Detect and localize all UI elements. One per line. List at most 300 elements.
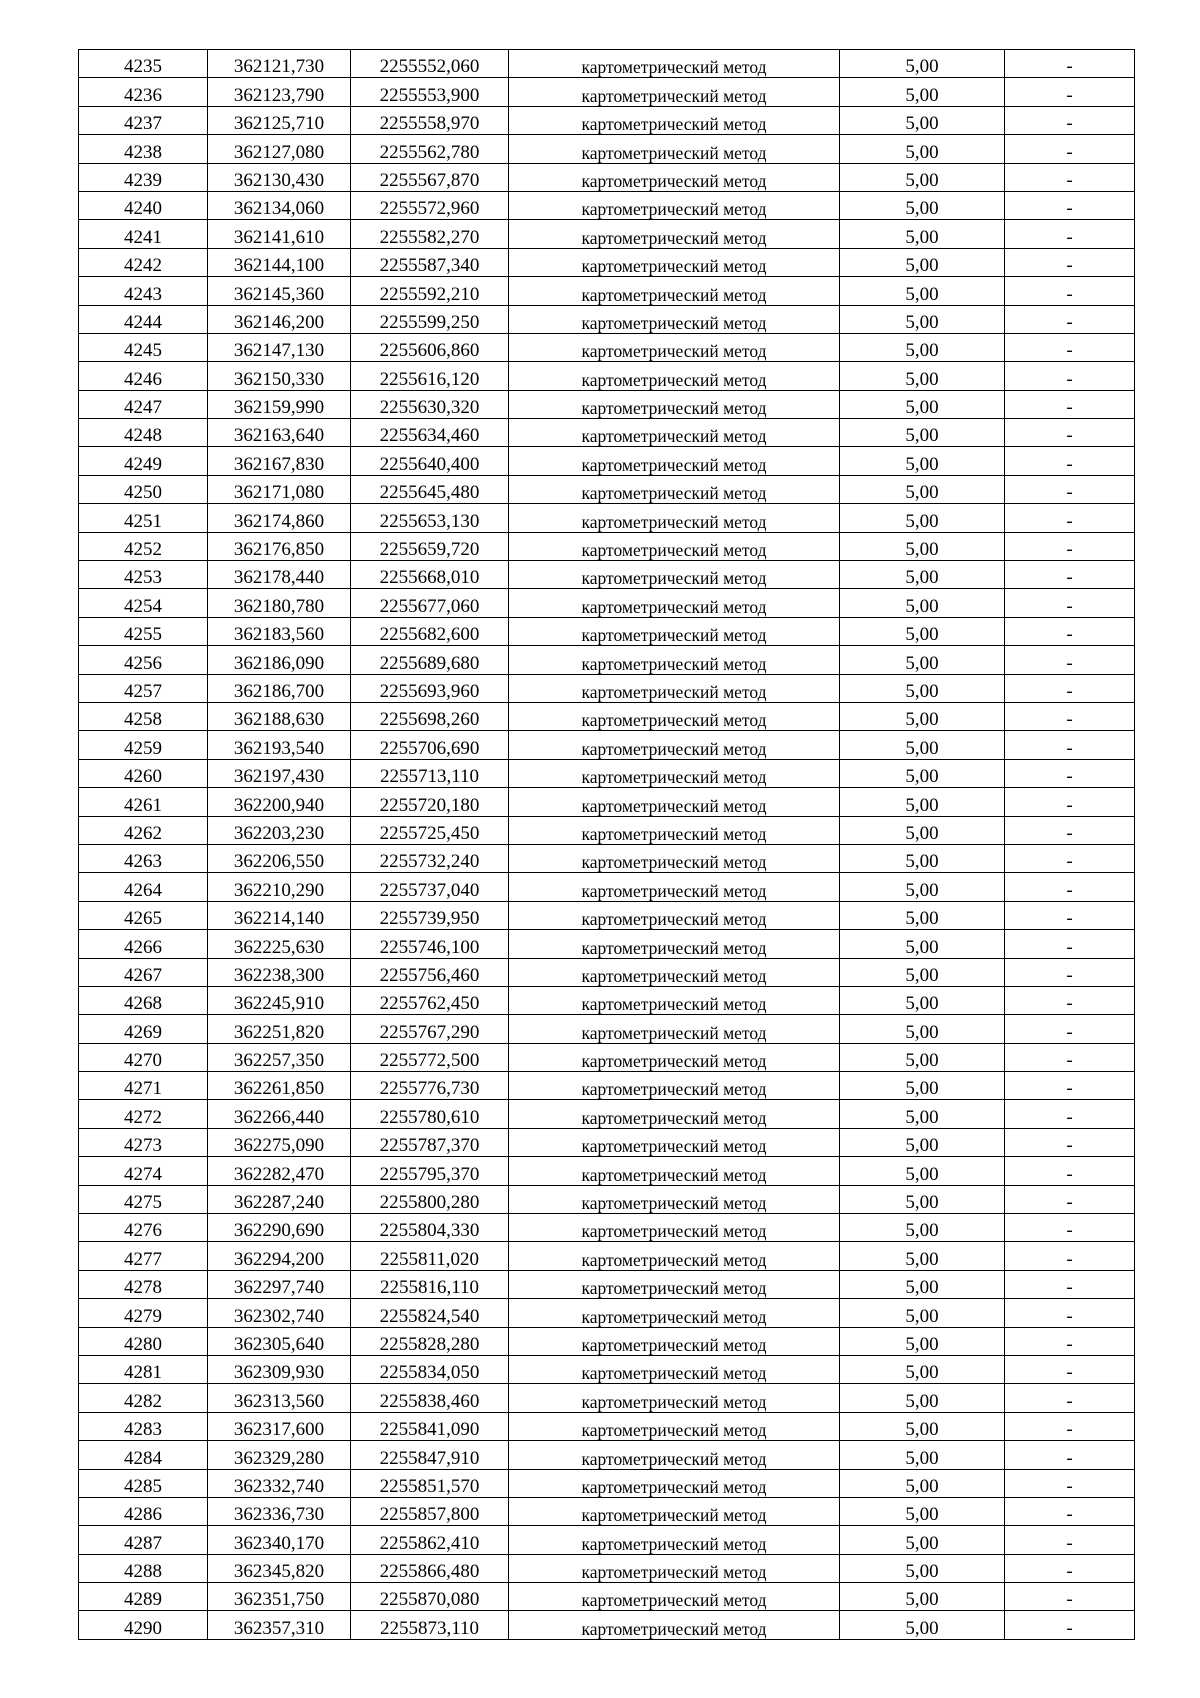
note-cell: - — [1005, 248, 1135, 276]
x-coordinate-cell: 362302,740 — [208, 1299, 351, 1327]
y-coordinate-cell: 2255592,210 — [351, 277, 509, 305]
point-number-cell: 4250 — [79, 475, 208, 503]
accuracy-cell: 5,00 — [840, 504, 1005, 532]
y-coordinate-cell: 2255689,680 — [351, 646, 509, 674]
method-cell: картометрический метод — [509, 191, 840, 219]
note-cell: - — [1005, 1611, 1135, 1639]
note-cell: - — [1005, 1270, 1135, 1298]
table-row — [79, 731, 1135, 759]
table-row — [79, 1242, 1135, 1270]
note-cell: - — [1005, 1497, 1135, 1525]
point-number-cell: 4277 — [79, 1242, 208, 1270]
accuracy-cell: 5,00 — [840, 1299, 1005, 1327]
accuracy-cell: 5,00 — [840, 1100, 1005, 1128]
point-number-cell: 4262 — [79, 816, 208, 844]
accuracy-cell: 5,00 — [840, 901, 1005, 929]
x-coordinate-cell: 362275,090 — [208, 1128, 351, 1156]
accuracy-cell: 5,00 — [840, 390, 1005, 418]
x-coordinate-cell: 362332,740 — [208, 1469, 351, 1497]
coordinates-table — [78, 49, 1135, 1640]
method-cell: картометрический метод — [509, 901, 840, 929]
x-coordinate-cell: 362174,860 — [208, 504, 351, 532]
point-number-cell: 4256 — [79, 646, 208, 674]
accuracy-cell: 5,00 — [840, 1015, 1005, 1043]
point-number-cell: 4280 — [79, 1327, 208, 1355]
x-coordinate-cell: 362266,440 — [208, 1100, 351, 1128]
point-number-cell: 4269 — [79, 1015, 208, 1043]
y-coordinate-cell: 2255713,110 — [351, 759, 509, 787]
x-coordinate-cell: 362261,850 — [208, 1072, 351, 1100]
y-coordinate-cell: 2255682,600 — [351, 617, 509, 645]
note-cell: - — [1005, 1327, 1135, 1355]
method-cell: картометрический метод — [509, 617, 840, 645]
point-number-cell: 4260 — [79, 759, 208, 787]
table-row — [79, 617, 1135, 645]
note-cell: - — [1005, 78, 1135, 106]
point-number-cell: 4257 — [79, 674, 208, 702]
note-cell: - — [1005, 958, 1135, 986]
method-cell: картометрический метод — [509, 333, 840, 361]
note-cell: - — [1005, 731, 1135, 759]
note-cell: - — [1005, 419, 1135, 447]
x-coordinate-cell: 362188,630 — [208, 702, 351, 730]
y-coordinate-cell: 2255800,280 — [351, 1185, 509, 1213]
accuracy-cell: 5,00 — [840, 191, 1005, 219]
y-coordinate-cell: 2255582,270 — [351, 220, 509, 248]
x-coordinate-cell: 362214,140 — [208, 901, 351, 929]
table-row — [79, 1469, 1135, 1497]
method-cell: картометрический метод — [509, 1384, 840, 1412]
method-cell: картометрический метод — [509, 1299, 840, 1327]
table-row — [79, 1611, 1135, 1639]
point-number-cell: 4246 — [79, 362, 208, 390]
method-cell: картометрический метод — [509, 731, 840, 759]
point-number-cell: 4284 — [79, 1441, 208, 1469]
x-coordinate-cell: 362123,790 — [208, 78, 351, 106]
note-cell: - — [1005, 930, 1135, 958]
point-number-cell: 4237 — [79, 106, 208, 134]
table-row — [79, 674, 1135, 702]
x-coordinate-cell: 362357,310 — [208, 1611, 351, 1639]
note-cell: - — [1005, 390, 1135, 418]
accuracy-cell: 5,00 — [840, 277, 1005, 305]
x-coordinate-cell: 362180,780 — [208, 589, 351, 617]
x-coordinate-cell: 362251,820 — [208, 1015, 351, 1043]
accuracy-cell: 5,00 — [840, 1355, 1005, 1383]
y-coordinate-cell: 2255732,240 — [351, 844, 509, 872]
point-number-cell: 4245 — [79, 333, 208, 361]
accuracy-cell: 5,00 — [840, 702, 1005, 730]
method-cell: картометрический метод — [509, 589, 840, 617]
method-cell: картометрический метод — [509, 930, 840, 958]
note-cell: - — [1005, 1526, 1135, 1554]
method-cell: картометрический метод — [509, 1072, 840, 1100]
table-row — [79, 106, 1135, 134]
x-coordinate-cell: 362336,730 — [208, 1497, 351, 1525]
y-coordinate-cell: 2255606,860 — [351, 333, 509, 361]
method-cell: картометрический метод — [509, 1526, 840, 1554]
y-coordinate-cell: 2255659,720 — [351, 532, 509, 560]
method-cell: картометрический метод — [509, 1185, 840, 1213]
x-coordinate-cell: 362309,930 — [208, 1355, 351, 1383]
y-coordinate-cell: 2255668,010 — [351, 561, 509, 589]
point-number-cell: 4240 — [79, 191, 208, 219]
method-cell: картометрический метод — [509, 1412, 840, 1440]
table-row — [79, 1355, 1135, 1383]
note-cell: - — [1005, 532, 1135, 560]
x-coordinate-cell: 362313,560 — [208, 1384, 351, 1412]
table-row — [79, 1441, 1135, 1469]
note-cell: - — [1005, 788, 1135, 816]
accuracy-cell: 5,00 — [840, 106, 1005, 134]
method-cell: картометрический метод — [509, 248, 840, 276]
accuracy-cell: 5,00 — [840, 220, 1005, 248]
note-cell: - — [1005, 1299, 1135, 1327]
method-cell: картометрический метод — [509, 1043, 840, 1071]
y-coordinate-cell: 2255866,480 — [351, 1554, 509, 1582]
note-cell: - — [1005, 561, 1135, 589]
method-cell: картометрический метод — [509, 419, 840, 447]
method-cell: картометрический метод — [509, 873, 840, 901]
y-coordinate-cell: 2255616,120 — [351, 362, 509, 390]
table-row — [79, 1100, 1135, 1128]
table-row — [79, 1526, 1135, 1554]
y-coordinate-cell: 2255767,290 — [351, 1015, 509, 1043]
point-number-cell: 4270 — [79, 1043, 208, 1071]
point-number-cell: 4238 — [79, 135, 208, 163]
x-coordinate-cell: 362125,710 — [208, 106, 351, 134]
y-coordinate-cell: 2255552,060 — [351, 50, 509, 78]
accuracy-cell: 5,00 — [840, 561, 1005, 589]
table-row — [79, 1157, 1135, 1185]
y-coordinate-cell: 2255824,540 — [351, 1299, 509, 1327]
point-number-cell: 4263 — [79, 844, 208, 872]
table-row — [79, 1554, 1135, 1582]
accuracy-cell: 5,00 — [840, 475, 1005, 503]
method-cell: картометрический метод — [509, 1583, 840, 1611]
x-coordinate-cell: 362305,640 — [208, 1327, 351, 1355]
x-coordinate-cell: 362147,130 — [208, 333, 351, 361]
y-coordinate-cell: 2255587,340 — [351, 248, 509, 276]
x-coordinate-cell: 362167,830 — [208, 447, 351, 475]
y-coordinate-cell: 2255706,690 — [351, 731, 509, 759]
accuracy-cell: 5,00 — [840, 1242, 1005, 1270]
table-row — [79, 1270, 1135, 1298]
point-number-cell: 4285 — [79, 1469, 208, 1497]
y-coordinate-cell: 2255851,570 — [351, 1469, 509, 1497]
point-number-cell: 4247 — [79, 390, 208, 418]
method-cell: картометрический метод — [509, 504, 840, 532]
point-number-cell: 4274 — [79, 1157, 208, 1185]
method-cell: картометрический метод — [509, 646, 840, 674]
method-cell: картометрический метод — [509, 362, 840, 390]
point-number-cell: 4239 — [79, 163, 208, 191]
note-cell: - — [1005, 220, 1135, 248]
point-number-cell: 4259 — [79, 731, 208, 759]
accuracy-cell: 5,00 — [840, 248, 1005, 276]
x-coordinate-cell: 362351,750 — [208, 1583, 351, 1611]
table-row — [79, 1327, 1135, 1355]
method-cell: картометрический метод — [509, 816, 840, 844]
point-number-cell: 4289 — [79, 1583, 208, 1611]
x-coordinate-cell: 362294,200 — [208, 1242, 351, 1270]
note-cell: - — [1005, 135, 1135, 163]
method-cell: картометрический метод — [509, 1242, 840, 1270]
note-cell: - — [1005, 759, 1135, 787]
note-cell: - — [1005, 447, 1135, 475]
y-coordinate-cell: 2255838,460 — [351, 1384, 509, 1412]
x-coordinate-cell: 362345,820 — [208, 1554, 351, 1582]
note-cell: - — [1005, 50, 1135, 78]
accuracy-cell: 5,00 — [840, 1128, 1005, 1156]
x-coordinate-cell: 362197,430 — [208, 759, 351, 787]
x-coordinate-cell: 362340,170 — [208, 1526, 351, 1554]
accuracy-cell: 5,00 — [840, 873, 1005, 901]
method-cell: картометрический метод — [509, 1355, 840, 1383]
note-cell: - — [1005, 504, 1135, 532]
method-cell: картометрический метод — [509, 1327, 840, 1355]
method-cell: картометрический метод — [509, 390, 840, 418]
method-cell: картометрический метод — [509, 1128, 840, 1156]
table-row — [79, 191, 1135, 219]
accuracy-cell: 5,00 — [840, 1214, 1005, 1242]
point-number-cell: 4266 — [79, 930, 208, 958]
x-coordinate-cell: 362257,350 — [208, 1043, 351, 1071]
note-cell: - — [1005, 702, 1135, 730]
note-cell: - — [1005, 362, 1135, 390]
point-number-cell: 4243 — [79, 277, 208, 305]
y-coordinate-cell: 2255737,040 — [351, 873, 509, 901]
note-cell: - — [1005, 617, 1135, 645]
y-coordinate-cell: 2255693,960 — [351, 674, 509, 702]
method-cell: картометрический метод — [509, 1100, 840, 1128]
note-cell: - — [1005, 1015, 1135, 1043]
note-cell: - — [1005, 873, 1135, 901]
y-coordinate-cell: 2255780,610 — [351, 1100, 509, 1128]
y-coordinate-cell: 2255698,260 — [351, 702, 509, 730]
table-row — [79, 1412, 1135, 1440]
table-row — [79, 986, 1135, 1014]
y-coordinate-cell: 2255558,970 — [351, 106, 509, 134]
method-cell: картометрический метод — [509, 1469, 840, 1497]
accuracy-cell: 5,00 — [840, 930, 1005, 958]
y-coordinate-cell: 2255645,480 — [351, 475, 509, 503]
method-cell: картометрический метод — [509, 986, 840, 1014]
table-row — [79, 561, 1135, 589]
point-number-cell: 4290 — [79, 1611, 208, 1639]
accuracy-cell: 5,00 — [840, 163, 1005, 191]
table-row — [79, 163, 1135, 191]
table-row — [79, 702, 1135, 730]
coordinates-table-body — [79, 50, 1135, 1640]
point-number-cell: 4268 — [79, 986, 208, 1014]
note-cell: - — [1005, 1043, 1135, 1071]
y-coordinate-cell: 2255634,460 — [351, 419, 509, 447]
table-row — [79, 277, 1135, 305]
point-number-cell: 4283 — [79, 1412, 208, 1440]
y-coordinate-cell: 2255873,110 — [351, 1611, 509, 1639]
method-cell: картометрический метод — [509, 702, 840, 730]
point-number-cell: 4288 — [79, 1554, 208, 1582]
method-cell: картометрический метод — [509, 277, 840, 305]
point-number-cell: 4248 — [79, 419, 208, 447]
point-number-cell: 4235 — [79, 50, 208, 78]
table-row — [79, 78, 1135, 106]
y-coordinate-cell: 2255630,320 — [351, 390, 509, 418]
table-row — [79, 1015, 1135, 1043]
x-coordinate-cell: 362287,240 — [208, 1185, 351, 1213]
x-coordinate-cell: 362297,740 — [208, 1270, 351, 1298]
note-cell: - — [1005, 1128, 1135, 1156]
note-cell: - — [1005, 589, 1135, 617]
note-cell: - — [1005, 986, 1135, 1014]
note-cell: - — [1005, 191, 1135, 219]
table-row — [79, 930, 1135, 958]
table-row — [79, 220, 1135, 248]
accuracy-cell: 5,00 — [840, 986, 1005, 1014]
x-coordinate-cell: 362317,600 — [208, 1412, 351, 1440]
table-row — [79, 1497, 1135, 1525]
y-coordinate-cell: 2255720,180 — [351, 788, 509, 816]
note-cell: - — [1005, 1441, 1135, 1469]
note-cell: - — [1005, 1242, 1135, 1270]
y-coordinate-cell: 2255562,780 — [351, 135, 509, 163]
x-coordinate-cell: 362144,100 — [208, 248, 351, 276]
note-cell: - — [1005, 333, 1135, 361]
method-cell: картометрический метод — [509, 1157, 840, 1185]
method-cell: картометрический метод — [509, 1497, 840, 1525]
note-cell: - — [1005, 646, 1135, 674]
y-coordinate-cell: 2255787,370 — [351, 1128, 509, 1156]
method-cell: картометрический метод — [509, 958, 840, 986]
table-row — [79, 1384, 1135, 1412]
accuracy-cell: 5,00 — [840, 1583, 1005, 1611]
accuracy-cell: 5,00 — [840, 1043, 1005, 1071]
table-row — [79, 873, 1135, 901]
point-number-cell: 4286 — [79, 1497, 208, 1525]
method-cell: картометрический метод — [509, 1554, 840, 1582]
accuracy-cell: 5,00 — [840, 532, 1005, 560]
note-cell: - — [1005, 1412, 1135, 1440]
accuracy-cell: 5,00 — [840, 1441, 1005, 1469]
note-cell: - — [1005, 1384, 1135, 1412]
table-row — [79, 419, 1135, 447]
y-coordinate-cell: 2255567,870 — [351, 163, 509, 191]
y-coordinate-cell: 2255804,330 — [351, 1214, 509, 1242]
table-row — [79, 646, 1135, 674]
x-coordinate-cell: 362141,610 — [208, 220, 351, 248]
point-number-cell: 4264 — [79, 873, 208, 901]
method-cell: картометрический метод — [509, 561, 840, 589]
point-number-cell: 4272 — [79, 1100, 208, 1128]
x-coordinate-cell: 362245,910 — [208, 986, 351, 1014]
table-row — [79, 1185, 1135, 1213]
note-cell: - — [1005, 1554, 1135, 1582]
accuracy-cell: 5,00 — [840, 646, 1005, 674]
method-cell: картометрический метод — [509, 78, 840, 106]
note-cell: - — [1005, 1583, 1135, 1611]
point-number-cell: 4265 — [79, 901, 208, 929]
note-cell: - — [1005, 901, 1135, 929]
accuracy-cell: 5,00 — [840, 50, 1005, 78]
y-coordinate-cell: 2255811,020 — [351, 1242, 509, 1270]
point-number-cell: 4273 — [79, 1128, 208, 1156]
x-coordinate-cell: 362145,360 — [208, 277, 351, 305]
table-row — [79, 447, 1135, 475]
point-number-cell: 4267 — [79, 958, 208, 986]
method-cell: картометрический метод — [509, 305, 840, 333]
x-coordinate-cell: 362127,080 — [208, 135, 351, 163]
table-row — [79, 816, 1135, 844]
y-coordinate-cell: 2255816,110 — [351, 1270, 509, 1298]
method-cell: картометрический метод — [509, 844, 840, 872]
accuracy-cell: 5,00 — [840, 1611, 1005, 1639]
x-coordinate-cell: 362210,290 — [208, 873, 351, 901]
y-coordinate-cell: 2255862,410 — [351, 1526, 509, 1554]
accuracy-cell: 5,00 — [840, 958, 1005, 986]
method-cell: картометрический метод — [509, 1015, 840, 1043]
accuracy-cell: 5,00 — [840, 674, 1005, 702]
y-coordinate-cell: 2255553,900 — [351, 78, 509, 106]
method-cell: картометрический метод — [509, 135, 840, 163]
table-row — [79, 362, 1135, 390]
method-cell: картометрический метод — [509, 1611, 840, 1639]
accuracy-cell: 5,00 — [840, 1469, 1005, 1497]
accuracy-cell: 5,00 — [840, 1384, 1005, 1412]
x-coordinate-cell: 362282,470 — [208, 1157, 351, 1185]
point-number-cell: 4278 — [79, 1270, 208, 1298]
point-number-cell: 4275 — [79, 1185, 208, 1213]
method-cell: картометрический метод — [509, 1441, 840, 1469]
accuracy-cell: 5,00 — [840, 447, 1005, 475]
accuracy-cell: 5,00 — [840, 305, 1005, 333]
y-coordinate-cell: 2255677,060 — [351, 589, 509, 617]
x-coordinate-cell: 362176,850 — [208, 532, 351, 560]
table-row — [79, 958, 1135, 986]
table-row — [79, 901, 1135, 929]
note-cell: - — [1005, 163, 1135, 191]
x-coordinate-cell: 362193,540 — [208, 731, 351, 759]
y-coordinate-cell: 2255857,800 — [351, 1497, 509, 1525]
point-number-cell: 4242 — [79, 248, 208, 276]
x-coordinate-cell: 362329,280 — [208, 1441, 351, 1469]
table-row — [79, 135, 1135, 163]
table-row — [79, 248, 1135, 276]
x-coordinate-cell: 362290,690 — [208, 1214, 351, 1242]
point-number-cell: 4282 — [79, 1384, 208, 1412]
accuracy-cell: 5,00 — [840, 1072, 1005, 1100]
accuracy-cell: 5,00 — [840, 788, 1005, 816]
note-cell: - — [1005, 1100, 1135, 1128]
method-cell: картометрический метод — [509, 106, 840, 134]
table-row — [79, 1214, 1135, 1242]
x-coordinate-cell: 362121,730 — [208, 50, 351, 78]
accuracy-cell: 5,00 — [840, 135, 1005, 163]
y-coordinate-cell: 2255834,050 — [351, 1355, 509, 1383]
y-coordinate-cell: 2255725,450 — [351, 816, 509, 844]
x-coordinate-cell: 362186,090 — [208, 646, 351, 674]
point-number-cell: 4244 — [79, 305, 208, 333]
y-coordinate-cell: 2255739,950 — [351, 901, 509, 929]
accuracy-cell: 5,00 — [840, 759, 1005, 787]
y-coordinate-cell: 2255795,370 — [351, 1157, 509, 1185]
table-row — [79, 333, 1135, 361]
note-cell: - — [1005, 1072, 1135, 1100]
accuracy-cell: 5,00 — [840, 78, 1005, 106]
method-cell: картометрический метод — [509, 220, 840, 248]
x-coordinate-cell: 362134,060 — [208, 191, 351, 219]
method-cell: картометрический метод — [509, 1214, 840, 1242]
